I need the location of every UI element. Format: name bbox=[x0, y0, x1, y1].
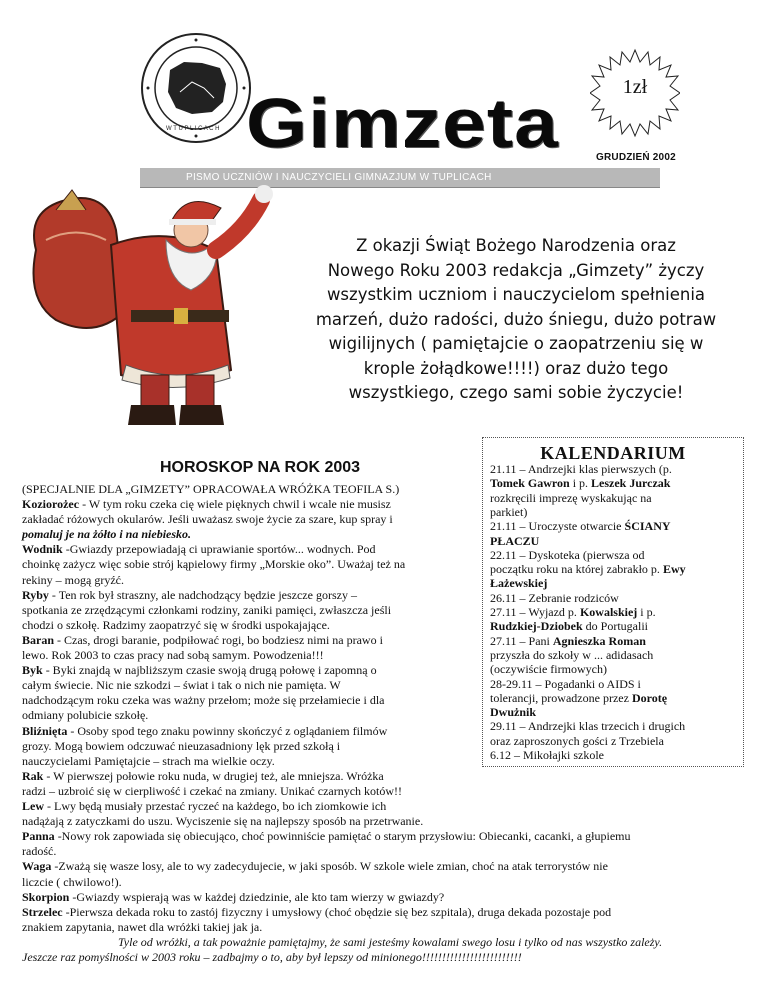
greeting-line: wszystkiego, czego sami sobie życzycie! bbox=[348, 383, 684, 402]
calendar-line: 29.11 – Andrzejki klas trzecich i drugich bbox=[490, 719, 686, 734]
horoscope-line: nadążają z zatyczkami do uszu. Wyciszenie się na najlepszy sposób na przetrwanie. bbox=[22, 814, 424, 829]
zodiac-sign: Panna bbox=[22, 829, 55, 844]
calendar-line: PŁACZU bbox=[490, 533, 540, 548]
calendar-line: parkiet) bbox=[490, 504, 528, 519]
calendar-line: oraz zaproszonych gości z Trzebiela bbox=[490, 733, 664, 748]
calendar-line: (oczywiście firmowych) bbox=[490, 662, 607, 677]
horoscope-line: chodzi o szkołę. Radzimy zaopatrzyć się w środki uspokajające. bbox=[22, 617, 330, 632]
horoscope-line: nauczycielami Pamiętajcie – strach ma wielkie oczy. bbox=[22, 753, 275, 768]
horoscope-line: Skorpion -Gwiazdy wspierają was w każdej dziedzinie, ale kto tam wierzy w gwiazdy? bbox=[22, 889, 445, 904]
horoscope-line: zakładać różowych okularów. Jeśli uważasz swoje życie za szare, kup spray i bbox=[22, 512, 393, 527]
calendar-line: 22.11 – Dyskoteka (pierwsza od bbox=[490, 547, 645, 562]
horoscope-line: Ryby - Ten rok był straszny, ale nadchodzący będzie jeszcze gorszy – bbox=[22, 587, 357, 602]
newspaper-title: Gimzeta bbox=[246, 84, 559, 162]
school-seal-logo bbox=[140, 32, 252, 144]
horoscope-line: liczcie ( chwilowo!). bbox=[22, 874, 122, 889]
greeting-line: Nowego Roku 2003 redakcja „Gimzety” życzy bbox=[327, 260, 705, 280]
calendar-line: przyszła do szkoły w ... adidasach bbox=[490, 647, 654, 662]
closing-line: Jeszcze raz pomyślności w 2003 roku – zadbajmy o to, aby był lepszy od minionego!!!!!!!!!!!!!!!!!!!!!!!!! bbox=[22, 950, 522, 964]
horoscope-line: pomaluj je na żółto i na niebiesko. bbox=[22, 527, 192, 542]
closing-line: Tyle od wróżki, a tak poważnie pamiętajmy, że sami jesteśmy kowalami swego losu i tylko od nas wszystko zależy. bbox=[118, 934, 663, 949]
issue-date: GRUDZIEŃ 2002 bbox=[596, 152, 676, 163]
zodiac-sign: Strzelec bbox=[22, 904, 63, 919]
holiday-greeting bbox=[306, 234, 726, 406]
zodiac-sign: Rak bbox=[22, 768, 44, 783]
horoscope-line: Byk - Byki znajdą w najbliższym czasie swoją drugą połowę i zapomną o bbox=[22, 663, 377, 678]
horoscope-line: Bliźnięta - Osoby spod tego znaku powinny skończyć z oglądaniem filmów bbox=[22, 723, 388, 738]
price-label: 1zł bbox=[622, 76, 648, 98]
zodiac-sign: Baran bbox=[22, 632, 55, 647]
horoscope-line: Strzelec -Pierwsza dekada roku to zastój fizyczny i umysłowy (choć obędzie się bez szpitala), druga dekada pozostaje pod bbox=[22, 904, 612, 919]
horoscope-line: radzi – uzbroić się w cierpliwość i czekać na zmiany. Unikać czarnych kotów!! bbox=[22, 783, 403, 798]
subtitle: PISMO UCZNIÓW I NAUCZYCIELI GIMNAZJUM W TUPLICACH bbox=[186, 172, 492, 183]
horoscope-line: Wodnik -Gwiazdy przepowiadają ci uprawianie sportów... wodnych. Pod bbox=[22, 542, 376, 557]
horoscope-line: choinkę zażycz więc sobie strój kąpielowy firmy „Morskie oko”. Uważaj też na bbox=[22, 557, 406, 572]
calendar-line: Tomek Gawron i p. Leszek Jurczak bbox=[490, 476, 671, 491]
calendar-line: 6.12 – Mikołajki szkole bbox=[490, 748, 604, 762]
calendar-title: KALENDARIUM bbox=[540, 443, 686, 463]
horoscope-line: znakiem zapytania, nawet dla wróżki takiej jak ja. bbox=[22, 919, 263, 934]
zodiac-sign: Skorpion bbox=[22, 889, 70, 904]
calendar-line: 26.11 – Zebranie rodziców bbox=[490, 590, 619, 605]
horoscope-byline: (SPECJALNIE DLA „GIMZETY” OPRACOWAŁA WRÓŻKA TEOFILA S.) bbox=[22, 482, 400, 496]
calendar-line: Dwużnik bbox=[490, 705, 537, 720]
horoscope-line: odmiany polubicie szkołę. bbox=[22, 708, 149, 723]
santa-claus-illustration bbox=[16, 170, 316, 430]
calendar-line: 27.11 – Pani Agnieszka Roman bbox=[490, 633, 646, 648]
horoscope-line: radość. bbox=[22, 844, 57, 859]
zodiac-sign: Byk bbox=[22, 663, 43, 678]
horoscope-line: nadchodzącym roku czeka was ważny przełom; może się przełamiecie i dla bbox=[22, 693, 385, 708]
calendar-line: 27.11 – Wyjazd p. Kowalskiej i p. bbox=[490, 605, 656, 619]
horoscope-line: Lew - Lwy będą musiały przestać ryczeć na każdego, bo ich ziomkowie ich bbox=[22, 799, 387, 813]
greeting-line: wszystkim uczniom i nauczycielom spełnienia bbox=[326, 285, 706, 304]
calendar-line: tolerancji, prowadzone przez Dorotę bbox=[490, 690, 668, 705]
horoscope-line: Panna -Nowy rok zapowiada się obiecująco, choć powinniście pamiętać o starym przysłowiu: Obiecanki, cacanki, a głupiemu bbox=[22, 829, 631, 844]
horoscope-title: HOROSKOP NA ROK 2003 bbox=[160, 459, 361, 476]
calendar-line: Łażewskiej bbox=[490, 576, 548, 591]
calendar-line: rozkręcili imprezę wyskakując na bbox=[490, 490, 652, 505]
zodiac-sign: Waga bbox=[22, 859, 52, 874]
zodiac-sign: Koziorożec bbox=[22, 497, 80, 511]
zodiac-sign: Bliźnięta bbox=[22, 723, 68, 738]
calendar-line: 28-29.11 – Pogadanki o AIDS i bbox=[490, 676, 641, 691]
calendar-line: 21.11 – Andrzejki klas pierwszych (p. bbox=[490, 462, 672, 476]
horoscope-line: Rak - W pierwszej połowie roku nuda, w drugiej też, ale mniejsza. Wróżka bbox=[22, 768, 384, 783]
zodiac-sign: Ryby bbox=[22, 587, 49, 602]
calendar-line: 21.11 – Uroczyste otwarcie ŚCIANY bbox=[490, 519, 671, 534]
greeting-line: wigilijnych ( pamiętajcie o zaopatrzeniu się w bbox=[328, 334, 704, 353]
svg-text:W T U P L I C A C H: W T U P L I C A C H bbox=[166, 126, 220, 132]
greeting-line: marzeń, dużo radości, dużo śniegu, dużo potraw bbox=[315, 309, 717, 329]
zodiac-sign: Wodnik bbox=[22, 542, 63, 557]
horoscope-line: lewo. Rok 2003 to czas pracy nad sobą samym. Powodzenia!!! bbox=[22, 648, 324, 662]
horoscope-line: całym świecie. Nic nie szkodzi – świat i tak o nich nie pamięta. W bbox=[22, 678, 341, 693]
greeting-line: Z okazji Świąt Bożego Narodzenia oraz bbox=[356, 236, 676, 255]
horoscope-line: Koziorożec - W tym roku czeka cię wiele pięknych chwil i wcale nie musisz bbox=[22, 497, 391, 511]
horoscope-line: spotkania ze zrzędzącymi członkami rodziny, zaniki pamięci, zwłaszcza jeśli bbox=[22, 602, 392, 617]
calendar-line: początku roku na której zabrakło p. Ewy bbox=[490, 562, 686, 577]
zodiac-sign: Lew bbox=[22, 799, 44, 813]
greeting-line: krople żołądkowe!!!!) oraz dużo tego bbox=[363, 358, 669, 378]
horoscope-line: Waga -Zważą się wasze losy, ale to wy zadecydujecie, w jaki sposób. W szkole wiele zmian, choć na atak terrorystów nie bbox=[22, 859, 608, 874]
horoscope-line: Baran - Czas, drogi baranie, podpiłować rogi, bo bodziesz nimi na prawo i bbox=[22, 632, 383, 647]
calendar-line: Rudzkiej-Dziobek do Portugalii bbox=[490, 619, 649, 634]
horoscope-line: rekiny – mogą gryźć. bbox=[22, 572, 124, 587]
horoscope-line: grozy. Mogą bowiem odczuwać nieuzasadniony lęk przed szkołą i bbox=[22, 738, 341, 753]
